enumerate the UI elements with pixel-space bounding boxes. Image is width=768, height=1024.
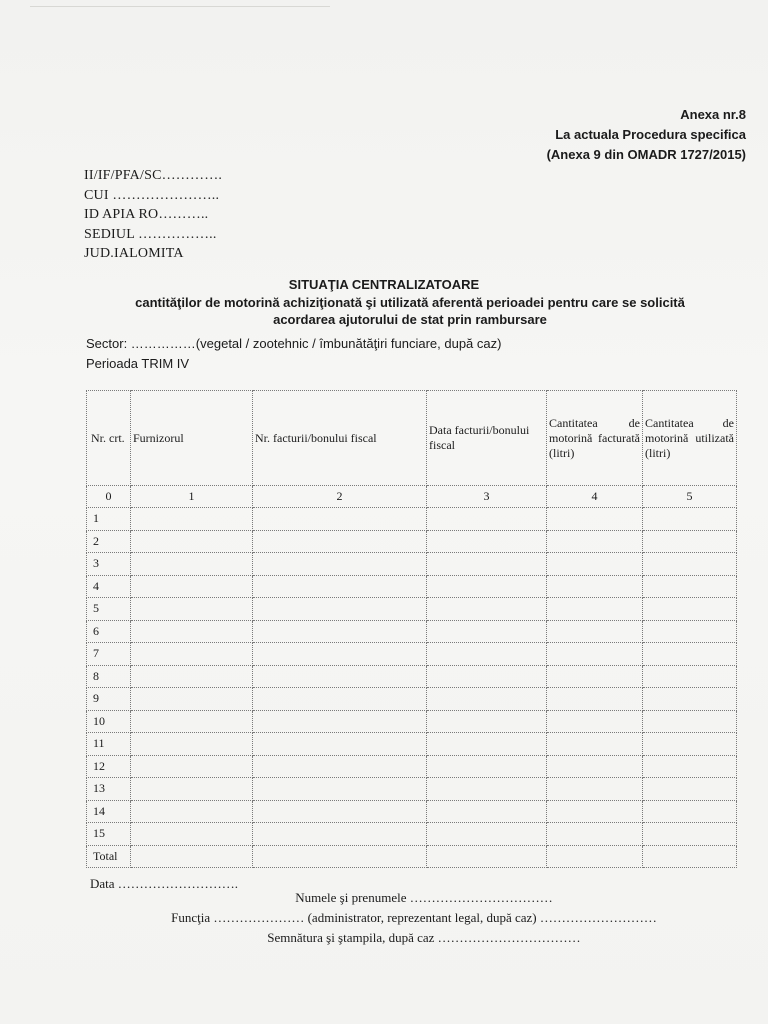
table-cell[interactable] [547, 823, 643, 846]
table-cell[interactable] [427, 598, 547, 621]
table-cell[interactable] [131, 800, 253, 823]
function-field: Funcţia ………………… (administrator, reprezentant legal, după caz) ……………………… [171, 910, 657, 925]
table-cell[interactable] [253, 508, 427, 531]
document-subtitle [60, 294, 760, 328]
table-row [87, 575, 737, 598]
table-cell[interactable] [427, 553, 547, 576]
table-cell[interactable] [427, 778, 547, 801]
table-cell[interactable] [131, 620, 253, 643]
table-cell[interactable] [131, 575, 253, 598]
table-cell[interactable] [253, 688, 427, 711]
total-cell[interactable] [131, 845, 253, 868]
annex-reference [547, 105, 746, 165]
headquarters-field: SEDIUL …………….. [84, 226, 217, 242]
table-cell[interactable] [253, 800, 427, 823]
column-number: 5 [643, 486, 737, 508]
table-cell[interactable] [547, 530, 643, 553]
table-row [87, 800, 737, 823]
table-cell[interactable] [643, 778, 737, 801]
fuel-summary-table [86, 390, 737, 868]
table-row [87, 665, 737, 688]
cui-field: CUI ………………….. [84, 187, 220, 203]
document-title: SITUAŢIA CENTRALIZATOARE [288, 277, 480, 292]
table-cell[interactable] [643, 823, 737, 846]
table-row [87, 778, 737, 801]
annex-number: Anexa nr.8 [680, 107, 746, 122]
subtitle-line-1: cantităţilor de motorină achiziţionată şi utilizată aferentă perioadei pentru care se solicită [135, 295, 685, 310]
table-cell[interactable] [547, 553, 643, 576]
table-cell[interactable] [643, 508, 737, 531]
row-number: 4 [87, 575, 131, 598]
scan-edge-line [30, 6, 330, 7]
table-cell[interactable] [547, 800, 643, 823]
table-cell[interactable] [253, 643, 427, 666]
total-cell[interactable] [643, 845, 737, 868]
beneficiary-identification [84, 166, 222, 264]
row-number: 3 [87, 553, 131, 576]
table-cell[interactable] [131, 755, 253, 778]
table-cell[interactable] [643, 755, 737, 778]
table-cell[interactable] [427, 688, 547, 711]
table-row [87, 643, 737, 666]
entity-type-field: II/IF/PFA/SC…………. [84, 168, 223, 183]
table-cell[interactable] [427, 620, 547, 643]
table-cell[interactable] [547, 778, 643, 801]
column-number: 0 [87, 486, 131, 508]
header-supplier: Furnizorul [131, 391, 253, 486]
table-row [87, 530, 737, 553]
header-nr-crt: Nr. crt. [87, 391, 131, 486]
table-cell[interactable] [547, 755, 643, 778]
table-row [87, 508, 737, 531]
table-cell[interactable] [253, 530, 427, 553]
row-number: 6 [87, 620, 131, 643]
table-row [87, 553, 737, 576]
table-cell[interactable] [131, 778, 253, 801]
table-cell[interactable] [427, 823, 547, 846]
column-number: 3 [427, 486, 547, 508]
table-cell[interactable] [643, 620, 737, 643]
table-cell[interactable] [253, 665, 427, 688]
table-row [87, 598, 737, 621]
table-cell[interactable] [427, 530, 547, 553]
table-row [87, 755, 737, 778]
total-label: Total [87, 845, 131, 868]
table-cell[interactable] [427, 733, 547, 756]
table-cell[interactable] [131, 710, 253, 733]
annex-order: (Anexa 9 din OMADR 1727/2015) [546, 147, 746, 162]
total-cell[interactable] [253, 845, 427, 868]
period-field: Perioada TRIM IV [86, 356, 190, 371]
row-number: 9 [87, 688, 131, 711]
row-number: 7 [87, 643, 131, 666]
county-field: JUD.IALOMITA [84, 246, 184, 261]
column-number-row [87, 486, 737, 508]
table-row [87, 823, 737, 846]
column-number: 2 [253, 486, 427, 508]
table-cell[interactable] [643, 598, 737, 621]
table-cell[interactable] [547, 665, 643, 688]
table-row [87, 620, 737, 643]
row-number: 12 [87, 755, 131, 778]
table-cell[interactable] [131, 598, 253, 621]
table-cell[interactable] [253, 755, 427, 778]
table-cell[interactable] [253, 823, 427, 846]
table-cell[interactable] [643, 643, 737, 666]
row-number: 15 [87, 823, 131, 846]
table-cell[interactable] [547, 733, 643, 756]
table-cell[interactable] [131, 553, 253, 576]
header-invoice-number: Nr. facturii/bonului fiscal [253, 391, 427, 486]
table-cell[interactable] [131, 530, 253, 553]
table-row [87, 733, 737, 756]
table-cell[interactable] [427, 755, 547, 778]
row-number: 14 [87, 800, 131, 823]
table-header-row [87, 391, 737, 486]
signature-field: Semnătura şi ştampila, după caz …………………………… [267, 930, 581, 945]
row-number: 11 [87, 733, 131, 756]
annex-procedure: La actuala Procedura specifica [555, 127, 746, 142]
table-cell[interactable] [427, 665, 547, 688]
name-field: Numele şi prenumele …………………………… [295, 890, 553, 905]
row-number: 8 [87, 665, 131, 688]
table-cell[interactable] [131, 508, 253, 531]
table-cell[interactable] [131, 688, 253, 711]
row-number: 13 [87, 778, 131, 801]
table-cell[interactable] [427, 643, 547, 666]
table-row [87, 710, 737, 733]
table-cell[interactable] [253, 710, 427, 733]
table-cell[interactable] [547, 508, 643, 531]
table-cell[interactable] [643, 665, 737, 688]
table-cell[interactable] [643, 688, 737, 711]
table-cell[interactable] [253, 620, 427, 643]
table-cell[interactable] [643, 553, 737, 576]
table-row [87, 688, 737, 711]
table-cell[interactable] [253, 553, 427, 576]
row-number: 2 [87, 530, 131, 553]
table-cell[interactable] [547, 575, 643, 598]
subtitle-line-2: acordarea ajutorului de stat prin rambursare [273, 312, 547, 327]
column-number: 1 [131, 486, 253, 508]
table-cell[interactable] [547, 688, 643, 711]
table-cell[interactable] [427, 800, 547, 823]
table-cell[interactable] [131, 823, 253, 846]
table-cell[interactable] [547, 643, 643, 666]
table-cell[interactable] [643, 800, 737, 823]
table-cell[interactable] [253, 733, 427, 756]
date-field: Data ………………………. [90, 876, 239, 891]
header-used-quantity: Cantitatea de motorină utilizată (litri) [643, 391, 737, 486]
table-cell[interactable] [253, 575, 427, 598]
header-invoiced-quantity: Cantitatea de motorină facturată (litri) [547, 391, 643, 486]
table-cell[interactable] [643, 530, 737, 553]
table-cell[interactable] [643, 710, 737, 733]
table-cell[interactable] [427, 710, 547, 733]
table-cell[interactable] [131, 643, 253, 666]
table-cell[interactable] [131, 733, 253, 756]
table-cell[interactable] [547, 710, 643, 733]
table-cell[interactable] [427, 508, 547, 531]
table-cell[interactable] [253, 778, 427, 801]
apia-id-field: ID APIA RO……….. [84, 207, 209, 222]
total-row [87, 845, 737, 868]
table-cell[interactable] [643, 575, 737, 598]
sector-field: Sector: ……………(vegetal / zootehnic / îmbunătăţiri funciare, după caz) [86, 336, 502, 351]
table-cell[interactable] [427, 575, 547, 598]
table-cell[interactable] [547, 598, 643, 621]
total-cell[interactable] [427, 845, 547, 868]
table-cell[interactable] [547, 620, 643, 643]
table-cell[interactable] [253, 598, 427, 621]
row-number: 1 [87, 508, 131, 531]
column-number: 4 [547, 486, 643, 508]
header-invoice-date: Data facturii/bonului fiscal [427, 391, 547, 486]
row-number: 10 [87, 710, 131, 733]
total-cell[interactable] [547, 845, 643, 868]
table-cell[interactable] [643, 733, 737, 756]
row-number: 5 [87, 598, 131, 621]
table-cell[interactable] [131, 665, 253, 688]
